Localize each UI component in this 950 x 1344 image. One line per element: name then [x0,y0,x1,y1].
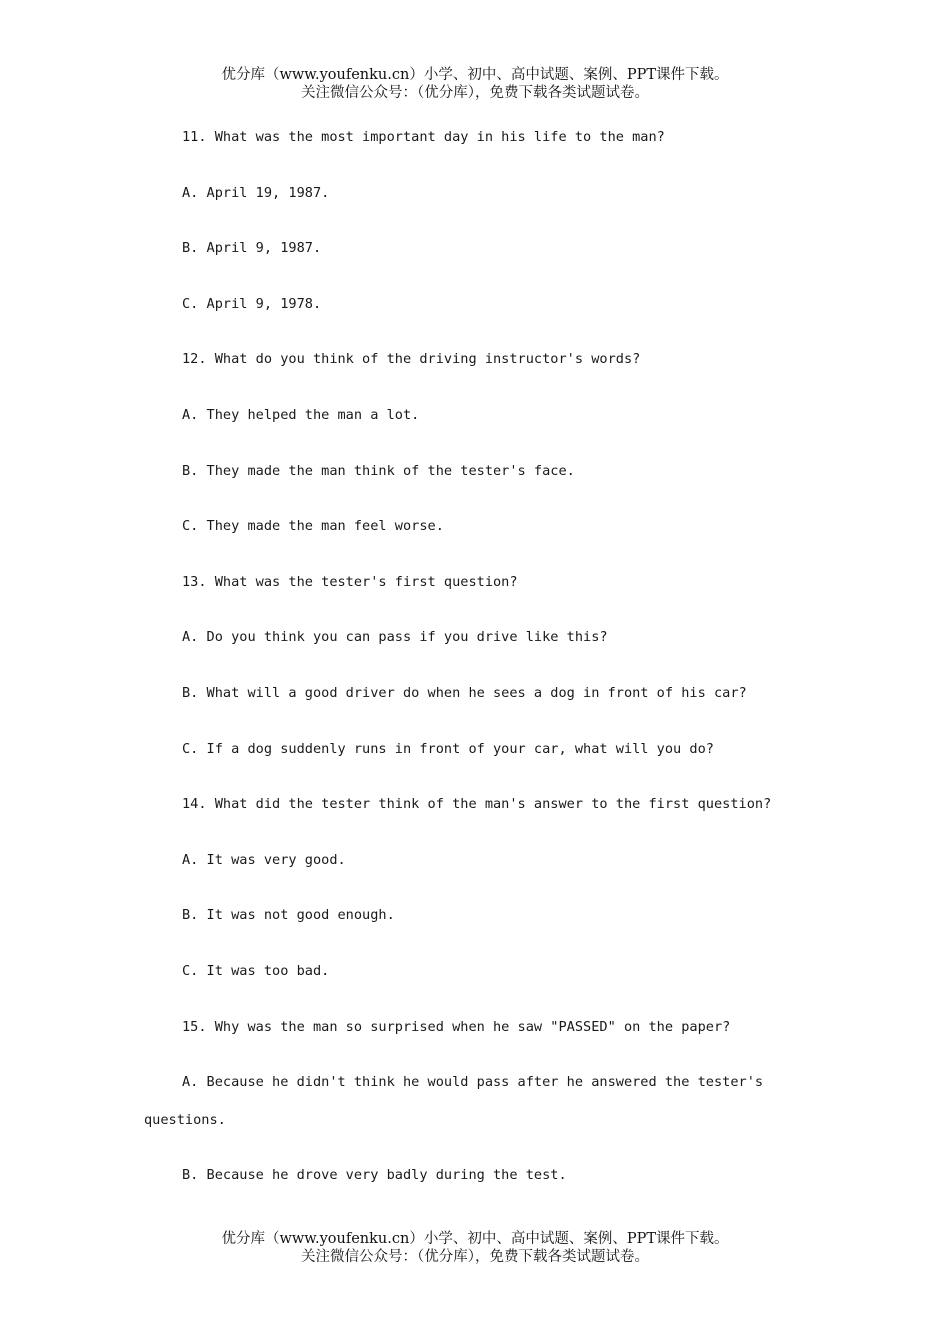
question-15: 15. Why was the man so surprised when he saw "PASSED" on the paper? [182,1019,731,1035]
question-12-option-a: A. They helped the man a lot. [182,407,420,423]
question-12: 12. What do you think of the driving instructor's words? [182,351,641,367]
page-footer [0,1230,950,1266]
question-11: 11. What was the most important day in his life to the man? [182,129,665,145]
page-header [0,66,950,102]
footer-line-2: 关注微信公众号：（优分库），免费下载各类试题试卷。 [301,1249,649,1265]
question-13-option-b: B. What will a good driver do when he sees a dog in front of his car? [182,685,747,701]
question-15-option-b: B. Because he drove very badly during the test. [182,1167,567,1183]
question-13-option-c: C. If a dog suddenly runs in front of your car, what will you do? [182,741,714,757]
question-14-option-b: B. It was not good enough. [182,907,395,923]
question-14: 14. What did the tester think of the man's answer to the first question? [182,796,772,812]
question-11-option-b: B. April 9, 1987. [182,240,322,256]
question-15-option-a: A. Because he didn't think he would pass after he answered the tester's [182,1074,764,1090]
question-11-option-a: A. April 19, 1987. [182,185,330,201]
header-line-2: 关注微信公众号：（优分库），免费下载各类试题试卷。 [301,85,649,101]
header-line-1: 优分库（www.youfenku.cn）小学、初中、高中试题、案例、PPT课件下载。 [221,67,729,83]
footer-line-1: 优分库（www.youfenku.cn）小学、初中、高中试题、案例、PPT课件下载。 [221,1231,729,1247]
question-12-option-c: C. They made the man feel worse. [182,518,444,534]
question-15-option-a-continued: questions. [144,1112,226,1128]
question-14-option-a: A. It was very good. [182,852,346,868]
question-13-option-a: A. Do you think you can pass if you drive like this? [182,629,608,645]
question-12-option-b: B. They made the man think of the tester's face. [182,463,575,479]
question-14-option-c: C. It was too bad. [182,963,330,979]
question-11-option-c: C. April 9, 1978. [182,296,322,312]
question-13: 13. What was the tester's first question? [182,574,518,590]
